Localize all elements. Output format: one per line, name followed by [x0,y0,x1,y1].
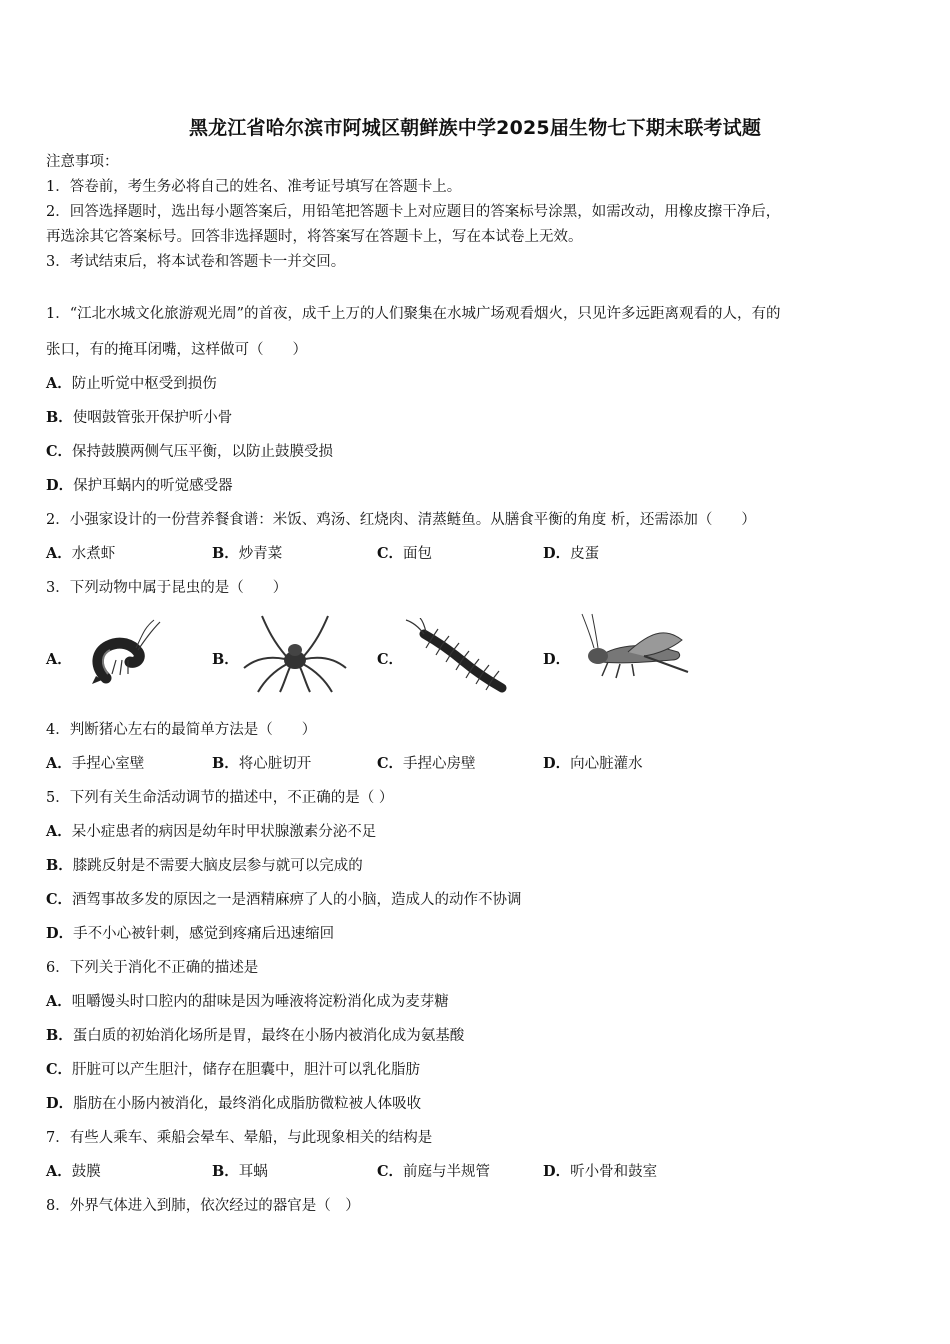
option-text: 向心脏灌水 [570,756,643,772]
question-4-option-b[interactable] [212,752,311,773]
question-3-option-c[interactable]: C． [377,651,404,668]
question-1-stem: 1．“江北水城文化旅游观光周”的首夜，成千上万的人们聚集在水城广场观看烟火，只见许多远距离观看的人，有的 [46,306,781,322]
option-key: A． [46,1163,72,1180]
question-5-option-d[interactable] [46,922,334,943]
question-4-stem: 4．判断猪心左右的最简单方法是（ ） [46,722,317,738]
option-key: C． [377,755,404,772]
notice-item: 2．回答选择题时，选出每小题答案后，用铅笔把答题卡上对应题目的答案标号涂黑，如需改动，用橡皮擦干净后， [46,204,781,220]
option-text: 保护耳蜗内的听觉感受器 [73,478,233,494]
notice-item: 1．答卷前，考生务必将自己的姓名、准考证号填写在答题卡上。 [46,179,462,195]
option-text: 鼓膜 [71,1164,101,1180]
option-key: C． [377,545,404,562]
option-key: D． [46,1095,74,1112]
question-1-option-d[interactable] [46,474,233,495]
option-text: 炒青菜 [238,546,283,562]
option-text: 水煮虾 [71,546,116,562]
option-key: D． [543,755,571,772]
option-text: 手不小心被针刺，感觉到疼痛后迅速缩回 [73,926,335,942]
question-3-option-a[interactable]: A． [46,651,72,668]
option-key: B． [46,857,73,874]
question-6-option-c[interactable] [46,1058,420,1079]
option-text: 脂肪在小肠内被消化，最终消化成脂肪微粒被人体吸收 [73,1096,422,1112]
question-3-option-d[interactable]: D． [543,651,571,668]
option-key: B． [46,409,73,426]
option-key: C． [377,1163,404,1180]
question-6-option-d[interactable] [46,1092,421,1113]
option-text: 酒驾事故多发的原因之一是酒精麻痹了人的小脑，造成人的动作不协调 [72,892,522,908]
shrimp-image [86,618,164,688]
question-7-option-c[interactable] [377,1160,490,1181]
question-3-option-b[interactable]: B． [212,651,239,668]
question-8-stem: 8．外界气体进入到肺，依次经过的器官是（ ） [46,1198,360,1214]
option-key: C． [46,443,73,460]
question-7-option-d[interactable] [543,1160,657,1181]
question-7-stem: 7．有些人乘车、乘船会晕车、晕船，与此现象相关的结构是 [46,1130,433,1146]
option-text: 膝跳反射是不需要大脑皮层参与就可以完成的 [72,858,363,874]
option-key: B． [46,1027,73,1044]
option-text: 呆小症患者的病因是幼年时甲状腺激素分泌不足 [71,824,377,840]
question-2-stem: 2．小强家设计的一份营养餐食谱：米饭、鸡汤、红烧肉、清蒸鲢鱼。从膳食平衡的角度 析，还需添加（ ） [46,512,756,528]
option-key: B． [212,545,239,562]
option-key: A． [46,545,72,562]
option-key: D． [46,477,74,494]
question-2-option-d[interactable] [543,542,599,563]
option-text: 面包 [403,546,433,562]
grasshopper-image [578,612,692,682]
option-key: C． [46,891,73,908]
question-7-option-a[interactable] [46,1160,101,1181]
option-key: C． [46,1061,73,1078]
question-1-option-c[interactable] [46,440,333,461]
question-6-option-b[interactable] [46,1024,464,1045]
option-key: A． [46,993,72,1010]
option-text: 将心脏切开 [238,756,312,772]
question-7-option-b[interactable] [212,1160,268,1181]
option-key: A． [46,823,72,840]
question-4-option-d[interactable] [543,752,643,773]
question-5-option-b[interactable] [46,854,363,875]
option-text: 保持鼓膜两侧气压平衡，以防止鼓膜受损 [72,444,334,460]
option-text: 使咽鼓管张开保护听小骨 [72,410,233,426]
notice-item: 3．考试结束后，将本试卷和答题卡一并交回。 [46,254,346,270]
question-5-option-a[interactable] [46,820,376,841]
option-key: D． [46,925,74,942]
option-text: 肝脏可以产生胆汁，储存在胆囊中，胆汁可以乳化脂肪 [72,1062,421,1078]
question-5-stem: 5．下列有关生命活动调节的描述中，不正确的是（ ） [46,790,394,806]
option-text: 咀嚼馒头时口腔内的甜味是因为唾液将淀粉消化成为麦芽糖 [71,994,449,1010]
question-6-stem: 6．下列关于消化不正确的描述是 [46,960,259,976]
notice-item: 再选涂其它答案标号。回答非选择题时，将答案写在答题卡上，写在本试卷上无效。 [46,229,583,245]
option-text: 防止听觉中枢受到损伤 [71,376,217,392]
question-4-option-a[interactable] [46,752,144,773]
question-6-option-a[interactable] [46,990,449,1011]
question-2-option-b[interactable] [212,542,282,563]
page-title: 黑龙江省哈尔滨市阿城区朝鲜族中学2025届生物七下期末联考试题 [188,117,762,139]
option-text: 手捏心室壁 [71,756,145,772]
option-text: 皮蛋 [570,546,600,562]
option-key: B． [212,755,239,772]
question-2-option-c[interactable] [377,542,432,563]
option-text: 手捏心房壁 [403,756,476,772]
option-key: D． [543,545,571,562]
option-key: D． [543,1163,571,1180]
question-5-option-c[interactable] [46,888,522,909]
option-text: 前庭与半规管 [403,1164,491,1180]
spider-image [240,612,350,694]
option-text: 蛋白质的初始消化场所是胃，最终在小肠内被消化成为氨基酸 [72,1028,465,1044]
question-1-option-a[interactable] [46,372,217,393]
option-key: B． [212,1163,239,1180]
option-key: A． [46,755,72,772]
question-1-stem-cont: 张口，有的掩耳闭嘴，这样做可（ ） [46,342,307,358]
centipede-image [402,618,510,694]
question-1-option-b[interactable] [46,406,232,427]
option-key: A． [46,375,72,392]
question-4-option-c[interactable] [377,752,476,773]
question-2-option-a[interactable] [46,542,115,563]
notice-heading: 注意事项： [46,154,119,170]
question-3-stem: 3．下列动物中属于昆虫的是（ ） [46,580,288,596]
option-text: 听小骨和鼓室 [570,1164,658,1180]
option-text: 耳蜗 [238,1164,268,1180]
